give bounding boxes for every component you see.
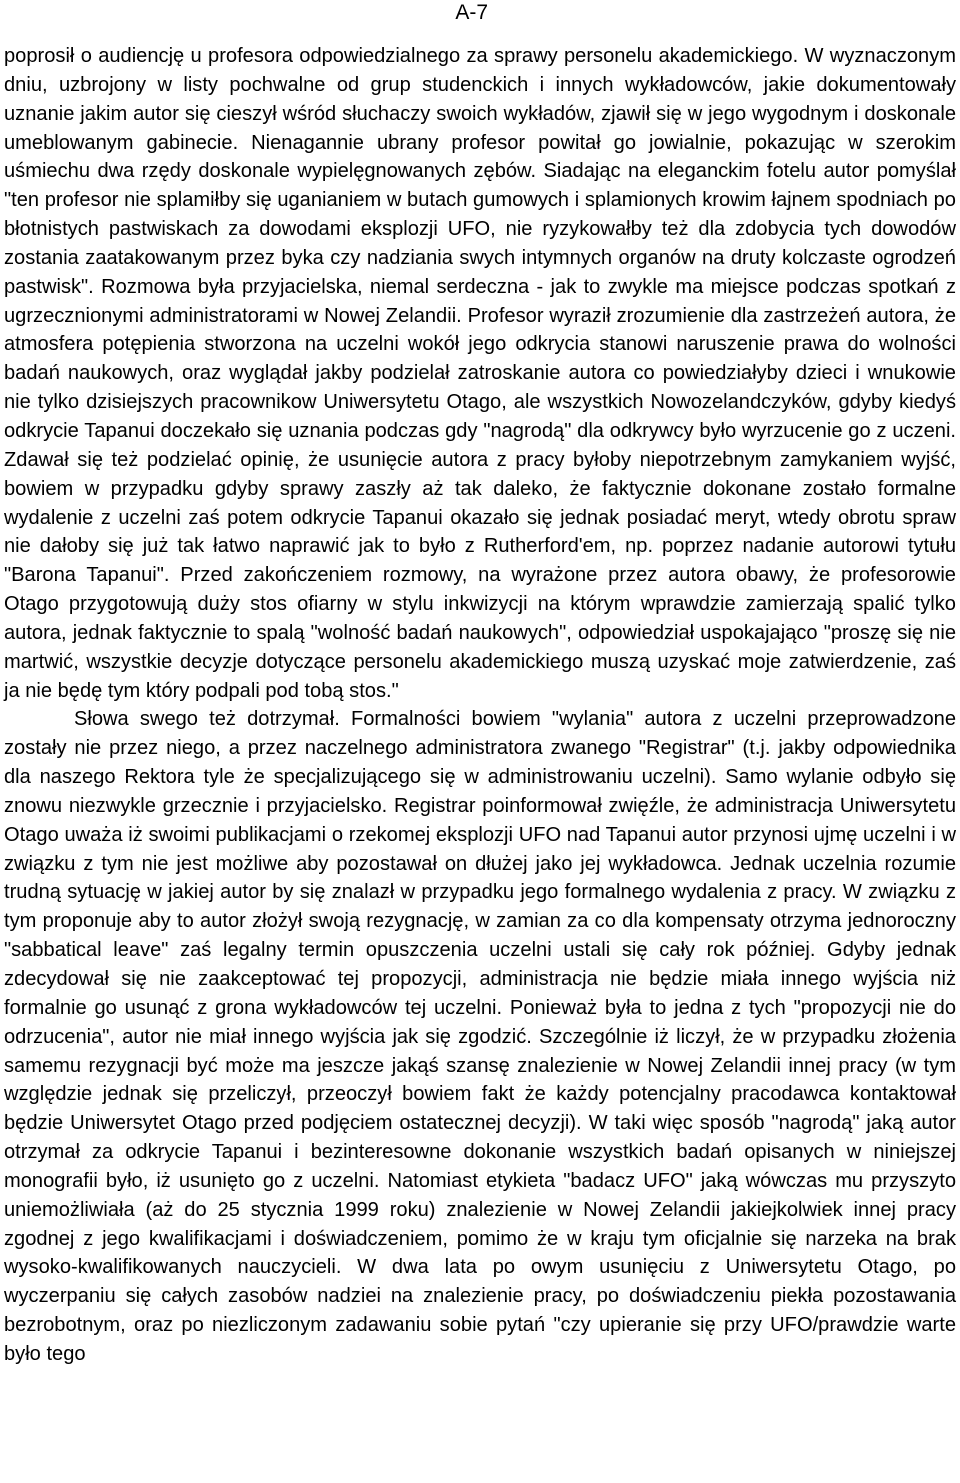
page-number: A-7 [455,1,488,24]
paragraph-2: Słowa swego też dotrzymał. Formalności bowiem "wylania" autora z uczelni przeprowadzone zostały nie przez niego, a przez naczelnego administratora zwanego "Registrar" (t.j. jakby odpowiednika dla naszego Rektora tyle że specjalizującego się w administrowaniu uczelni). Samo wylanie odbyło się znowu niezwykle grzecznie i przyjacielsko. Registrar poinformował zwięźle, że administracja Uniwersytetu Otago uważa iż swoimi publikacjami o rzekomej eksplozji UFO nad Tapanui autor przynosi ujmę uczelni i w związku z tym nie jest możliwe aby pozostawał on dłużej jako jej wykładowca. Jednak uczelnia rozumie trudną sytuację w jakiej autor by się znalazł w przypadku jego formalnego wydalenia z pracy. W związku z tym proponuje aby to autor złożył swoją rezygnację, w zamian za co dla kompensaty otrzyma jednoroczny "sabbatical leave" zaś legalny termin opuszczenia uczelni ustali się cały rok później. Gdyby jednak zdecydował się nie zaakceptować tej propozycji, administracja nie będzie miała innego wyjścia niż formalnie go usunąć z grona wykładowców tej uczelni. Ponieważ była to jedna z tych "propozycji nie do odrzucenia", autor nie miał innego wyjścia jak się zgodzić. Szczególnie iż liczył, że w przypadku złożenia samemu rezygnacji być może ma jeszcze jakąś szansę znalezienie w Nowej Zelandii innej pracy (w tym względzie jednak się przeliczył, przeoczył bowiem fakt że każdy potencjalny pracodawca kontaktował będzie Uniwersytet Otago przed podjęciem ostatecznej decyzji). W taki więc sposób "nagrodą" jaką autor otrzymał za odkrycie Tapanui i bezinteresowne dokonanie wszystkich badań opisanych w niniejszej monografii było, iż usunięto go z uczelni. Natomiast etykieta "badacz UFO" jaką wówczas mu przyszyto uniemożliwiała (aż do 25 stycznia 1999 roku) znalezienie w Nowej Zelandii jakiejkolwiek innej pracy zgodnej z jego kwalifikacjami i doświadczeniem, pomimo że w kraju tym oficjalnie się narzeka na brak wysoko-kwalifikowanych nauczycieli. W dwa lata po owym usunięciu z Uniwersytetu Otago, po wyczerpaniu się całych zasobów nadziei na znalezienie pracy, po doświadczeniu piekła pozostawania bezrobotnym, oraz po niezliczonym zadawaniu sobie pytań "czy upieranie się przy UFO/prawdzie warte było tego [4,708,956,1365]
paragraph-1: poprosił o audiencję u profesora odpowiedzialnego za sprawy personelu akademickiego. W wyznaczonym dniu, uzbrojony w listy pochwalne od grup studenckich i innych wykładowców, jakie dokumentowały uznanie jakim autor się cieszył wśród słuchaczy swoich wykładów, zjawił się w jego wygodnym i doskonale umeblowanym gabinecie. Nienagannie ubrany profesor powitał go jowialnie, pokazując w szerokim uśmiechu dwa rzędy doskonale wypielęgnowanych zębów. Siadając na eleganckim fotelu autor pomyślał "ten profesor nie splamiłby się uganianiem w butach gumowych i splamionych krowim łajnem spodniach po błotnistych pastwiskach za dowodami eksplozji UFO, nie ryzykowałby też dla zdobycia tych dowodów zostania zaatakowanym przez byka czy nadziania swych intymnych organów na druty kolczaste ogrodzeń pastwisk". Rozmowa była przyjacielska, niemal serdeczna - jak to zwykle ma miejsce podczas spotkań z ugrzecznionymi administratorami w Nowej Zelandii. Profesor wyraził zrozumienie dla zastrzeżeń autora, że atmosfera potępienia stworzona na uczelni wokół jego odkrycia stanowi naruszenie prawa do wolności badań naukowych, oraz wyglądał jakby podzielał zatroskanie autora co powiedziałyby dzieci i wnukowie nie tylko dzisiejszych pracownikow Uniwersytetu Otago, ale wszystkich Nowozelandczyków, gdyby kiedyś odkrycie Tapanui doczekało się uznania podczas gdy "nagrodą" dla odkrywcy było wyrzucenie go z uczeni. Zdawał się też podzielać opinię, że usunięcie autora z pracy byłoby niepotrzebnym zamykaniem wyjść, bowiem w przypadku gdyby sprawy zaszły aż tak daleko, że faktycznie dokonane zostało formalne wydalenie z uczelni zaś potem odkrycie Tapanui okazało się jednak posiadać meryt, wtedy obrotu spraw nie dałoby się już tak łatwo naprawić jak to było z Rutherford'em, np. poprzez nadanie autorowi tytułu "Barona Tapanui". Przed zakończeniem rozmowy, na wyrażone przez autora obawy, że profesorowie Otago przygotowują duży stos ofiarny w stylu inkwizycji na którym wprawdzie zamierzają spalić tylko autora, jednak faktycznie to spalą "wolność badań naukowych", odpowiedział uspokajająco "proszę się nie martwić, wszystkie decyzje dotyczące personelu akademickiego muszą uzyskać moje zatwierdzenie, zaś ja nie będę tym który podpali pod tobą stos." [4,45,956,702]
document-body [4,42,956,1369]
